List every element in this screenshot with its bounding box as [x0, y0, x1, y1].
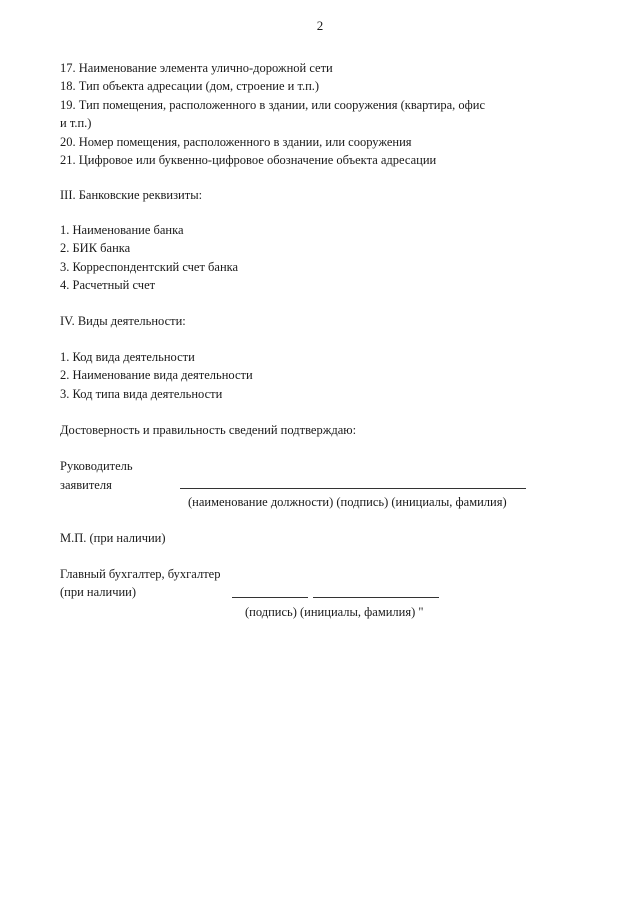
accountant-name-line	[313, 597, 439, 598]
bank-item-bik: 2. БИК банка	[60, 241, 131, 255]
head-signature-caption: (наименование должности) (подпись) (инициалы, фамилия)	[188, 495, 507, 509]
address-item-19-continued: и т.п.)	[60, 116, 92, 130]
bank-item-corr-account: 3. Корреспондентский счет банка	[60, 260, 239, 274]
address-item-18: 18. Тип объекта адресации (дом, строение и т.п.)	[60, 79, 320, 93]
bank-item-name: 1. Наименование банка	[60, 223, 184, 237]
confirmation-statement: Достоверность и правильность сведений подтверждаю:	[60, 423, 357, 437]
head-label: Руководитель	[60, 459, 133, 473]
address-item-17: 17. Наименование элемента улично-дорожной сети	[60, 61, 333, 75]
head-signature-line	[180, 488, 526, 489]
bank-section-heading: III. Банковские реквизиты:	[60, 188, 203, 202]
accountant-signature-line	[232, 597, 308, 598]
head-label-applicant: заявителя	[60, 478, 112, 492]
address-item-21: 21. Цифровое или буквенно-цифровое обозначение объекта адресации	[60, 153, 437, 167]
activity-section-heading: IV. Виды деятельности:	[60, 314, 186, 328]
accountant-signature-caption: (подпись) (инициалы, фамилия) "	[245, 605, 424, 619]
address-item-19: 19. Тип помещения, расположенного в здании, или сооружения (квартира, офис	[60, 98, 486, 112]
accountant-label: Главный бухгалтер, бухгалтер	[60, 567, 221, 581]
bank-item-settlement-account: 4. Расчетный счет	[60, 278, 156, 292]
address-item-20: 20. Номер помещения, расположенного в здании, или сооружения	[60, 135, 412, 149]
activity-item-name: 2. Наименование вида деятельности	[60, 368, 253, 382]
seal-note: М.П. (при наличии)	[60, 531, 166, 545]
page-number: 2	[316, 18, 324, 33]
accountant-label-optional: (при наличии)	[60, 585, 137, 599]
activity-item-type-code: 3. Код типа вида деятельности	[60, 387, 223, 401]
activity-item-code: 1. Код вида деятельности	[60, 350, 195, 364]
